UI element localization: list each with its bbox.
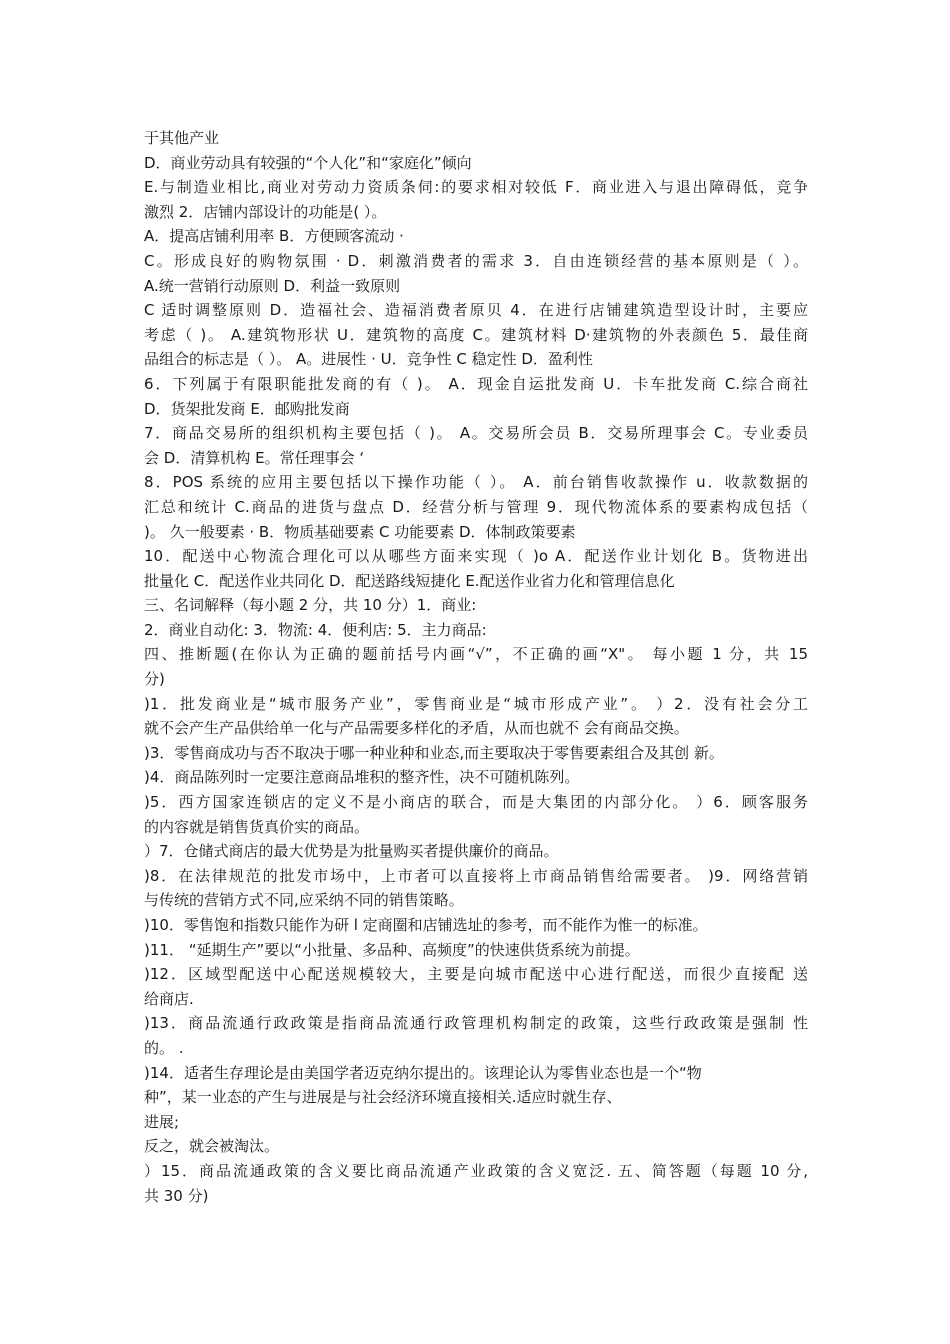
text-line: 四、推断题(在你认为正确的题前括号内画“√”，不正确的画“X"。 每小题 1 分，共 15 bbox=[144, 645, 808, 664]
text-line: 2．商业自动化: 3．物流: 4．便利店: 5．主力商品: bbox=[144, 620, 487, 639]
text-line: 10．配送中心物流合理化可以从哪些方面来实现（ )o A．配送作业计划化 B。货物进出 bbox=[144, 547, 808, 566]
text-line: ）15．商品流通政策的含义要比商品流通产业政策的含义宽泛. 五、简答题（每题 10 分, bbox=[144, 1161, 808, 1180]
text-line: 种”，某一业态的产生与进展是与社会经济环境直接相关.适应时就生存、 bbox=[144, 1088, 622, 1107]
text-line: 的内容就是销售货真价实的商品。 bbox=[144, 817, 370, 836]
document-page bbox=[144, 126, 808, 1208]
text-line: 品组合的标志是（ ）。 A。进展性 · U．竞争性 C 稳定性 D．盈利性 bbox=[144, 350, 593, 369]
text-line: 的。 . bbox=[144, 1038, 184, 1057]
text-line: )。 久一般要素 · B．物质基础要素 C 功能要素 D．体制政策要素 bbox=[144, 522, 576, 541]
text-line: )12．区域型配送中心配送规模较大，主要是向城市配送中心进行配送，而很少直接配 送 bbox=[144, 965, 808, 984]
text-line: )8．在法律规范的批发市场中，上市者可以直接将上市商品销售给需要者。 )9．网络营销 bbox=[144, 866, 808, 885]
text-line: )4．商品陈列时一定要注意商品堆积的整齐性，决不可随机陈列。 bbox=[144, 768, 580, 787]
text-line: )10．零售饱和指数只能作为研 l 定商圈和店铺选址的参考，而不能作为惟一的标准。 bbox=[144, 916, 708, 934]
text-line: 汇总和统计 C.商品的进货与盘点 D．经营分析与管理 9．现代物流体系的要素构成包括（ bbox=[144, 497, 808, 516]
text-line: 8．POS 系统的应用主要包括以下操作功能（ ）。 A．前台销售收款操作 u．收款数据的 bbox=[144, 473, 808, 492]
text-line: 给商店. bbox=[144, 989, 194, 1008]
text-line: 反之，就会被淘汰。 bbox=[144, 1137, 280, 1156]
text-line: C。形成良好的购物氛围 · D．刺激消费者的需求 3．自由连锁经营的基本原则是（ ）。 bbox=[144, 251, 808, 270]
text-line: 激烈 2．店铺内部设计的功能是( ）。 bbox=[144, 202, 387, 221]
text-line: A．提高店铺利用率 B．方便顾客流动 · bbox=[144, 227, 404, 246]
text-line: 分) bbox=[144, 670, 165, 689]
text-line: 共 30 分) bbox=[144, 1186, 209, 1205]
text-line: 与传统的营销方式不同,应采纳不同的销售策略。 bbox=[144, 891, 464, 910]
text-line: E.与制造业相比,商业对劳动力资质条伺:的要求相对较低 F．商业进入与退出障碍低，竞争 bbox=[144, 178, 808, 197]
text-line: )1．批发商业是“城市服务产业”，零售商业是“城市形成产业”。 ）2．没有社会分工 bbox=[144, 694, 808, 713]
text-line: )14．适者生存理论是由美国学者迈克纳尔提出的。该理论认为零售业态也是一个“物 bbox=[144, 1063, 702, 1082]
text-line: D．货架批发商 E．邮购批发商 bbox=[144, 399, 350, 418]
text-line: 进展; bbox=[144, 1112, 180, 1131]
text-line: 三、名词解释（每小题 2 分，共 10 分）1．商业: bbox=[144, 596, 477, 615]
text-line: )13．商品流通行政政策是指商品流通行政管理机构制定的政策，这些行政政策是强制 性 bbox=[144, 1014, 808, 1033]
text-line: 考虑（ )。 A.建筑物形状 U．建筑物的高度 C。建筑材料 D·建筑物的外表颜色 5．最佳商 bbox=[144, 325, 808, 344]
text-line: ）7．仓储式商店的最大优势是为批量购买者提供廉价的商品。 bbox=[144, 842, 559, 861]
text-line: D．商业劳动具有较强的“个人化”和“家庭化”倾向 bbox=[144, 153, 472, 172]
text-line: 批量化 C．配送作业共同化 D．配送路线短捷化 E.配送作业省力化和管理信息化 bbox=[144, 571, 675, 590]
text-line: 就不会产生产品供给单一化与产品需要多样化的矛盾，从而也就不 会有商品交换。 bbox=[144, 719, 689, 738]
text-line: 7．商品交易所的组织机构主要包括（ )。 A。交易所会员 B．交易所理事会 C。专业委员 bbox=[144, 424, 808, 443]
text-line: 于其他产业 bbox=[144, 129, 220, 147]
text-line: 6．下列属于有限职能批发商的有（ )。 A．现金自运批发商 U．卡车批发商 C.综合商社 bbox=[144, 374, 808, 393]
text-line: A.统一营销行动原则 D．利益一致原则 bbox=[144, 276, 401, 295]
text-line: 会 D．清算机构 E。常任理事会 ‘ bbox=[144, 448, 365, 467]
text-line: )5．西方国家连锁店的定义不是小商店的联合，而是大集团的内部分化。 ）6．顾客服务 bbox=[144, 793, 808, 812]
text-line: )11． “延期生产”要以“小批量、多品种、高频度”的快速供货系统为前提。 bbox=[144, 940, 640, 959]
text-line: C 适时调整原则 D．造福社会、造福消费者原贝 4．在进行店铺建筑造型设计时，主要应 bbox=[144, 301, 808, 320]
text-line: )3．零售商成功与否不取决于哪一种业种和业态,而主要取决于零售要素组合及其创 新。 bbox=[144, 743, 724, 762]
